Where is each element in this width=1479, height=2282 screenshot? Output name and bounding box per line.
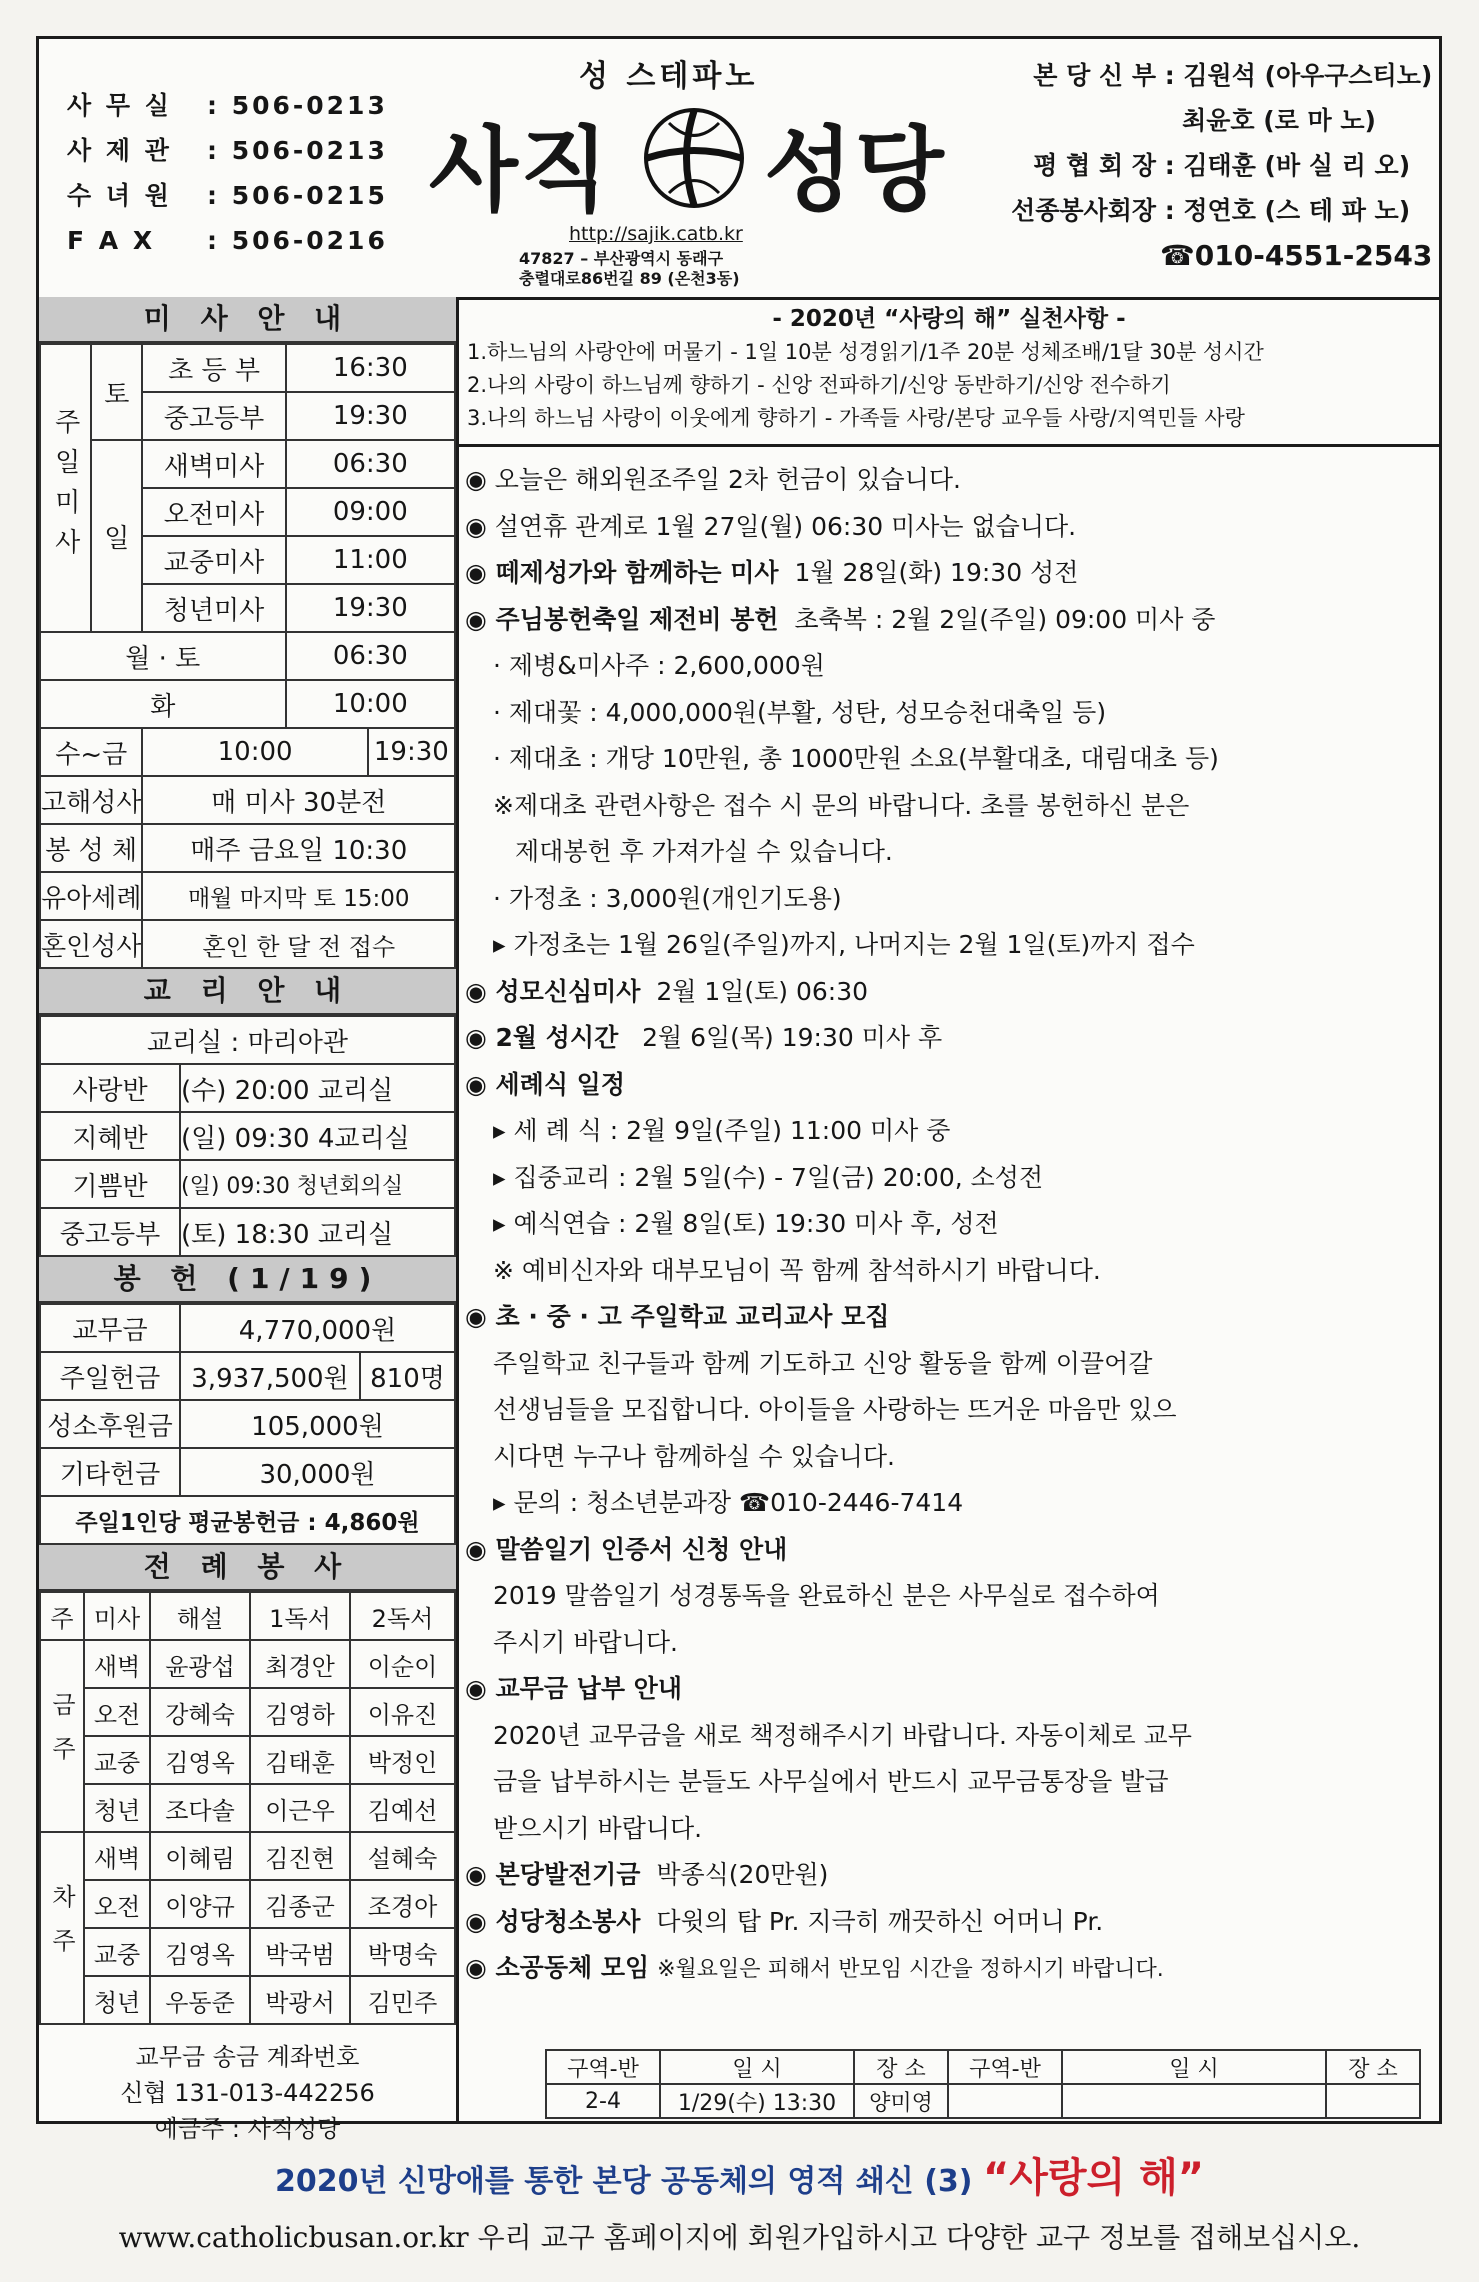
average-offering: 주일1인당 평균봉헌금 : 4,860원 <box>40 1496 455 1544</box>
liturgy-cell: 이순이 <box>350 1640 455 1688</box>
slogan-highlight: “사랑의 해” <box>982 2155 1205 2201</box>
notice-sub: · 제병&미사주 : 2,600,000원 <box>493 651 825 680</box>
sacrament-name: 고해성사 <box>40 776 142 824</box>
liturgy-cell: 윤광섭 <box>150 1640 250 1688</box>
notice-sub: ▸ 문의 : 청소년분과장 ☎010-2446-7414 <box>493 1488 964 1517</box>
sg-cell <box>1062 2084 1326 2118</box>
parish-phone: ☎010-4551-2543 <box>1159 239 1433 272</box>
mass-name: 청년미사 <box>142 584 285 632</box>
notice-item: ◉ 오늘은 해외원조주일 2차 헌금이 있습니다. <box>465 465 961 494</box>
liturgy-cell: 김영옥 <box>150 1736 250 1784</box>
contact-value: 506-0215 <box>231 181 388 210</box>
notice-sub: 시다면 누구나 함께하실 수 있습니다. <box>493 1441 895 1471</box>
liturgy-header: 미사 <box>84 1592 150 1640</box>
address-line-1: 47827 – 부산광역시 동래구 <box>519 249 724 268</box>
liturgy-cell: 이양규 <box>150 1880 250 1928</box>
notice-heading: ◉ 2월 성시간 <box>465 1023 619 1052</box>
sacrament-value: 매월 마지막 토 15:00 <box>142 872 455 920</box>
account-info <box>39 2025 456 2147</box>
notice-heading: ◉ 성당청소봉사 <box>465 1906 641 1936</box>
contact-value: 506-0216 <box>231 226 388 255</box>
class-schedule: (수) 20:00 교리실 <box>180 1064 455 1112</box>
class-name: 사랑반 <box>40 1064 180 1112</box>
liturgy-cell: 김진현 <box>250 1832 350 1880</box>
slogan-text: 2020년 신망애를 통한 본당 공동체의 영적 쇄신 (3) <box>274 2164 973 2199</box>
notice-heading: ◉ 초 · 중 · 고 주일학교 교리교사 모집 <box>465 1302 890 1331</box>
notice-sub: · 가정초 : 3,000원(개인기도용) <box>493 883 842 913</box>
clergy-name: 최윤호 (로 마 노) <box>1182 106 1376 135</box>
motto-line: 2.나의 사랑이 하느님께 향하기 - 신앙 전파하기/신앙 동반하기/신앙 전수하기 <box>467 373 1171 397</box>
masthead <box>39 39 1439 300</box>
clergy-name: 김태훈 (바 실 리 오) <box>1183 151 1411 180</box>
cross-logo-icon <box>639 103 749 213</box>
mass-name: 오전미사 <box>142 488 285 536</box>
liturgy-cell: 이유진 <box>350 1688 455 1736</box>
mass-time: 16:30 <box>286 344 455 392</box>
liturgy-cell: 청년 <box>84 1976 150 2024</box>
offering-name: 교무금 <box>40 1304 180 1352</box>
week-label: 차주 <box>40 1832 84 2024</box>
mass-time: 09:00 <box>286 488 455 536</box>
clergy-role: 평 협 회 장 <box>1033 151 1156 180</box>
weekday-name: 화 <box>40 680 286 728</box>
motto-title: - 2020년 “사랑의 해” 실천사항 - <box>772 306 1126 332</box>
notice-detail: 2월 6일(목) 19:30 미사 후 <box>642 1023 943 1052</box>
footer-slogan <box>0 2146 1479 2203</box>
notice-heading: ◉ 소공동체 모임 <box>465 1953 650 1982</box>
clergy-role: 본 당 신 부 <box>1033 61 1156 90</box>
sunday-label: 일 <box>91 440 142 632</box>
liturgy-cell: 새벽 <box>84 1832 150 1880</box>
sacrament-value: 혼인 한 달 전 접수 <box>142 920 455 968</box>
contact-label: 사 무 실 <box>67 91 172 120</box>
motto-line: 3.나의 하느님 사랑이 이웃에게 향하기 - 가족들 사랑/본당 교우들 사랑/지역민들 사랑 <box>467 406 1245 430</box>
liturgy-table <box>39 1591 456 2025</box>
notice-sub: · 제대꽃 : 4,000,000원(부활, 성탄, 성모승천대축일 등) <box>493 697 1107 727</box>
clergy-name: 정연호 (스 테 파 노) <box>1183 196 1411 225</box>
offering-section-title: 봉 헌 (1/19) <box>39 1257 456 1303</box>
notice-item <box>465 1945 1433 1994</box>
mass-name: 교중미사 <box>142 536 285 584</box>
saturday-label: 토 <box>91 344 142 440</box>
notice-heading: ◉ 주님봉헌축일 제전비 봉헌 <box>465 604 779 634</box>
liturgy-header: 주 <box>40 1592 84 1640</box>
notice-sub: 주시기 바랍니다. <box>493 1627 678 1657</box>
sg-header: 구역-반 <box>948 2050 1062 2084</box>
class-schedule: (토) 18:30 교리실 <box>180 1208 455 1256</box>
liturgy-cell: 김영옥 <box>150 1928 250 1976</box>
catechism-room: 교리실 : 마리아관 <box>40 1016 455 1064</box>
attendance-count: 810명 <box>360 1352 455 1400</box>
class-schedule: (일) 09:30 청년회의실 <box>180 1160 455 1208</box>
parish-brand <box>419 45 999 295</box>
mass-schedule-table <box>39 343 456 969</box>
offering-name: 기타헌금 <box>40 1448 180 1496</box>
weekday-time: 10:00 <box>142 728 367 776</box>
mass-name: 초 등 부 <box>142 344 285 392</box>
liturgy-cell: 조경아 <box>350 1880 455 1928</box>
liturgy-cell: 교중 <box>84 1928 150 1976</box>
notice-sub: 2019 말씀일기 성경통독을 완료하신 분은 사무실로 접수하여 <box>493 1581 1160 1610</box>
notice-item <box>465 969 1433 1016</box>
sg-header: 장 소 <box>1326 2050 1420 2084</box>
sg-cell <box>1326 2084 1420 2118</box>
mass-time: 19:30 <box>286 392 455 440</box>
notice-sub: 주일학교 친구들과 함께 기도하고 신앙 활동을 함께 이끌어갈 <box>493 1348 1153 1378</box>
patron-saint: 성 스테파노 <box>579 59 759 94</box>
sg-header: 구역-반 <box>546 2050 660 2084</box>
class-schedule: (일) 09:30 4교리실 <box>180 1112 455 1160</box>
sg-header: 일 시 <box>1062 2050 1326 2084</box>
notice-sub: ▸ 집중교리 : 2월 5일(수) - 7일(금) 20:00, 소성전 <box>493 1162 1044 1192</box>
account-holder: 예금주 : 사직성당 <box>154 2115 341 2143</box>
weekday-time: 06:30 <box>286 632 455 680</box>
liturgy-cell: 김태훈 <box>250 1736 350 1784</box>
catechism-section-title: 교 리 안 내 <box>39 969 456 1015</box>
notice-item <box>465 1899 1433 1946</box>
bulletin-page <box>36 36 1442 2143</box>
parish-name-right: 성당 <box>764 117 946 224</box>
contact-list: 사 무 실 : 506-0213 사 제 관 : 506-0213 수 녀 원 : 506-0215 F A X : 506-0216 <box>67 83 388 263</box>
clergy-list: 본 당 신 부 : 김원석 (아우구스티노) 최윤호 (로 마 노) 평 협 회 장 : 김태훈 (바 실 리 오) 선종봉사회장 : 정연호 (스 테 파 노) ☎010-4551-2543 <box>984 53 1432 278</box>
liturgy-cell: 박광서 <box>250 1976 350 2024</box>
notice-sub: ▸ 세 례 식 : 2월 9일(주일) 11:00 미사 중 <box>493 1116 951 1145</box>
liturgy-cell: 박국범 <box>250 1928 350 1976</box>
mass-name: 중고등부 <box>142 392 285 440</box>
notice-sub: ※제대초 관련사항은 접수 시 문의 바랍니다. 초를 봉헌하신 분은 <box>493 790 1190 820</box>
notice-sub: 받으시기 바랍니다. <box>493 1813 703 1843</box>
sacrament-name: 혼인성사 <box>40 920 142 968</box>
notice-heading: ◉ 말씀일기 인증서 신청 안내 <box>465 1534 788 1564</box>
liturgy-cell: 설혜숙 <box>350 1832 455 1880</box>
notice-item <box>465 597 1433 644</box>
mass-name: 새벽미사 <box>142 440 285 488</box>
notice-detail: 다윗의 탑 Pr. 지극히 깨끗하신 어머니 Pr. <box>656 1906 1104 1936</box>
notice-heading: ◉ 교무금 납부 안내 <box>465 1674 682 1703</box>
notice-heading: ◉ 본당발전기금 <box>465 1860 641 1889</box>
class-name: 지혜반 <box>40 1112 180 1160</box>
liturgy-header: 해설 <box>150 1592 250 1640</box>
liturgy-cell: 이혜림 <box>150 1832 250 1880</box>
liturgy-cell: 우동준 <box>150 1976 250 2024</box>
notice-item <box>465 550 1433 597</box>
notice-detail: 초축복 : 2월 2일(주일) 09:00 미사 중 <box>794 604 1216 634</box>
sacrament-name: 봉 성 체 <box>40 824 142 872</box>
sg-cell <box>948 2084 1062 2118</box>
notice-item <box>465 1852 1433 1899</box>
notice-sub: 금을 납부하시는 분들도 사무실에서 반드시 교무금통장을 발급 <box>493 1767 1169 1796</box>
liturgy-cell: 청년 <box>84 1784 150 1832</box>
motto-line: 1.하느님의 사랑안에 머물기 - 1일 10분 성경읽기/1주 20분 성체조배/1달 30분 성시간 <box>467 340 1264 364</box>
class-name: 중고등부 <box>40 1208 180 1256</box>
notice-detail: ※월요일은 피해서 반모임 시간을 정하시기 바랍니다. <box>657 1957 1164 1982</box>
contact-label: F A X <box>67 226 156 255</box>
address-line-2: 충렬대로86번길 89 (온천3동) <box>519 269 740 288</box>
sg-cell: 2-4 <box>546 2084 660 2118</box>
catechism-table <box>39 1015 456 1257</box>
notice-heading: ◉ 성모신심미사 <box>465 976 641 1006</box>
contact-label: 사 제 관 <box>67 136 172 165</box>
notice-sub: 2020년 교무금을 새로 책정해주시기 바랍니다. 자동이체로 교무 <box>493 1720 1192 1750</box>
sacrament-name: 유아세례 <box>40 872 142 920</box>
year-motto-box <box>459 297 1439 447</box>
liturgy-cell: 김종군 <box>250 1880 350 1928</box>
mass-time: 06:30 <box>286 440 455 488</box>
offering-amount: 30,000원 <box>180 1448 455 1496</box>
offering-table <box>39 1303 456 1545</box>
notice-sub: ※ 예비신자와 대부모님이 꼭 함께 참석하시기 바랍니다. <box>493 1255 1101 1285</box>
parish-url-link[interactable]: http://sajik.catb.kr <box>569 223 743 245</box>
notice-sub: ▸ 가정초는 1월 26일(주일)까지, 나머지는 2월 1일(토)까지 접수 <box>493 930 1195 959</box>
offering-amount: 105,000원 <box>180 1400 455 1448</box>
liturgy-cell: 김영하 <box>250 1688 350 1736</box>
notice-detail: 2월 1일(토) 06:30 <box>656 976 869 1006</box>
liturgy-cell: 김예선 <box>350 1784 455 1832</box>
offering-name: 성소후원금 <box>40 1400 180 1448</box>
liturgy-cell: 박명숙 <box>350 1928 455 1976</box>
liturgy-cell: 교중 <box>84 1736 150 1784</box>
sg-header: 장 소 <box>854 2050 948 2084</box>
clergy-name: 김원석 (아우구스티노) <box>1183 61 1433 90</box>
liturgy-cell: 오전 <box>84 1688 150 1736</box>
parish-name-left: 사직 <box>429 117 611 224</box>
offering-amount: 4,770,000원 <box>180 1304 455 1352</box>
footer-site-link[interactable]: www.catholicbusan.or.kr 우리 교구 홈페이지에 회원가입하시고 다양한 교구 정보를 접해보십시오. <box>118 2221 1361 2254</box>
sunday-mass-label: 주일미사 <box>40 344 91 632</box>
liturgy-cell: 박정인 <box>350 1736 455 1784</box>
liturgy-cell: 이근우 <box>250 1784 350 1832</box>
notice-sub: 제대봉헌 후 가져가실 수 있습니다. <box>515 837 893 866</box>
account-number: 신협 131-013-442256 <box>120 2079 375 2107</box>
contact-value: 506-0213 <box>231 91 388 120</box>
account-title: 교무금 송금 계좌번호 <box>135 2043 360 2071</box>
weekday-name: 월 · 토 <box>40 632 286 680</box>
sg-cell: 1/29(수) 13:30 <box>660 2084 854 2118</box>
clergy-role: 선종봉사회장 <box>1011 196 1156 225</box>
weekday-name: 수~금 <box>40 728 142 776</box>
week-label: 금주 <box>40 1640 84 1832</box>
parish-address <box>519 249 740 289</box>
notice-item <box>465 1015 1433 1062</box>
contact-label: 수 녀 원 <box>67 181 172 210</box>
contact-value: 506-0213 <box>231 136 388 165</box>
liturgy-cell: 새벽 <box>84 1640 150 1688</box>
left-column <box>39 297 459 2143</box>
sg-cell: 양미영 <box>854 2084 948 2118</box>
notice-sub: ▸ 예식연습 : 2월 8일(토) 19:30 미사 후, 성전 <box>493 1209 999 1238</box>
notice-list <box>459 447 1439 1994</box>
small-group-table <box>545 2049 1421 2119</box>
notice-detail: 1월 28일(화) 19:30 성전 <box>794 558 1079 587</box>
notice-sub: 선생님들을 모집합니다. 아이들을 사랑하는 뜨거운 마음만 있으 <box>493 1395 1177 1424</box>
liturgy-header: 2독서 <box>350 1592 455 1640</box>
mass-section-title: 미 사 안 내 <box>39 297 456 343</box>
notice-sub: · 제대초 : 개당 10만원, 총 1000만원 소요(부활대초, 대림대초 등) <box>493 744 1219 773</box>
offering-amount: 3,937,500원 <box>180 1352 360 1400</box>
liturgy-section-title: 전 례 봉 사 <box>39 1545 456 1591</box>
liturgy-cell: 조다솔 <box>150 1784 250 1832</box>
liturgy-header: 1독서 <box>250 1592 350 1640</box>
mass-time: 11:00 <box>286 536 455 584</box>
weekday-time: 19:30 <box>368 728 455 776</box>
liturgy-cell: 최경안 <box>250 1640 350 1688</box>
liturgy-cell: 오전 <box>84 1880 150 1928</box>
weekday-time: 10:00 <box>286 680 455 728</box>
notice-heading: ◉ 세례식 일정 <box>465 1069 625 1099</box>
class-name: 기쁨반 <box>40 1160 180 1208</box>
offering-name: 주일헌금 <box>40 1352 180 1400</box>
sacrament-value: 매 미사 30분전 <box>142 776 455 824</box>
notice-detail: 박종식(20만원) <box>656 1860 829 1889</box>
notice-item: ◉ 설연휴 관계로 1월 27일(월) 06:30 미사는 없습니다. <box>465 511 1077 541</box>
sg-header: 일 시 <box>660 2050 854 2084</box>
notice-heading: ◉ 떼제성가와 함께하는 미사 <box>465 558 779 587</box>
liturgy-cell: 강혜숙 <box>150 1688 250 1736</box>
right-column <box>459 297 1439 1994</box>
mass-time: 19:30 <box>286 584 455 632</box>
sacrament-value: 매주 금요일 10:30 <box>142 824 455 872</box>
liturgy-cell: 김민주 <box>350 1976 455 2024</box>
